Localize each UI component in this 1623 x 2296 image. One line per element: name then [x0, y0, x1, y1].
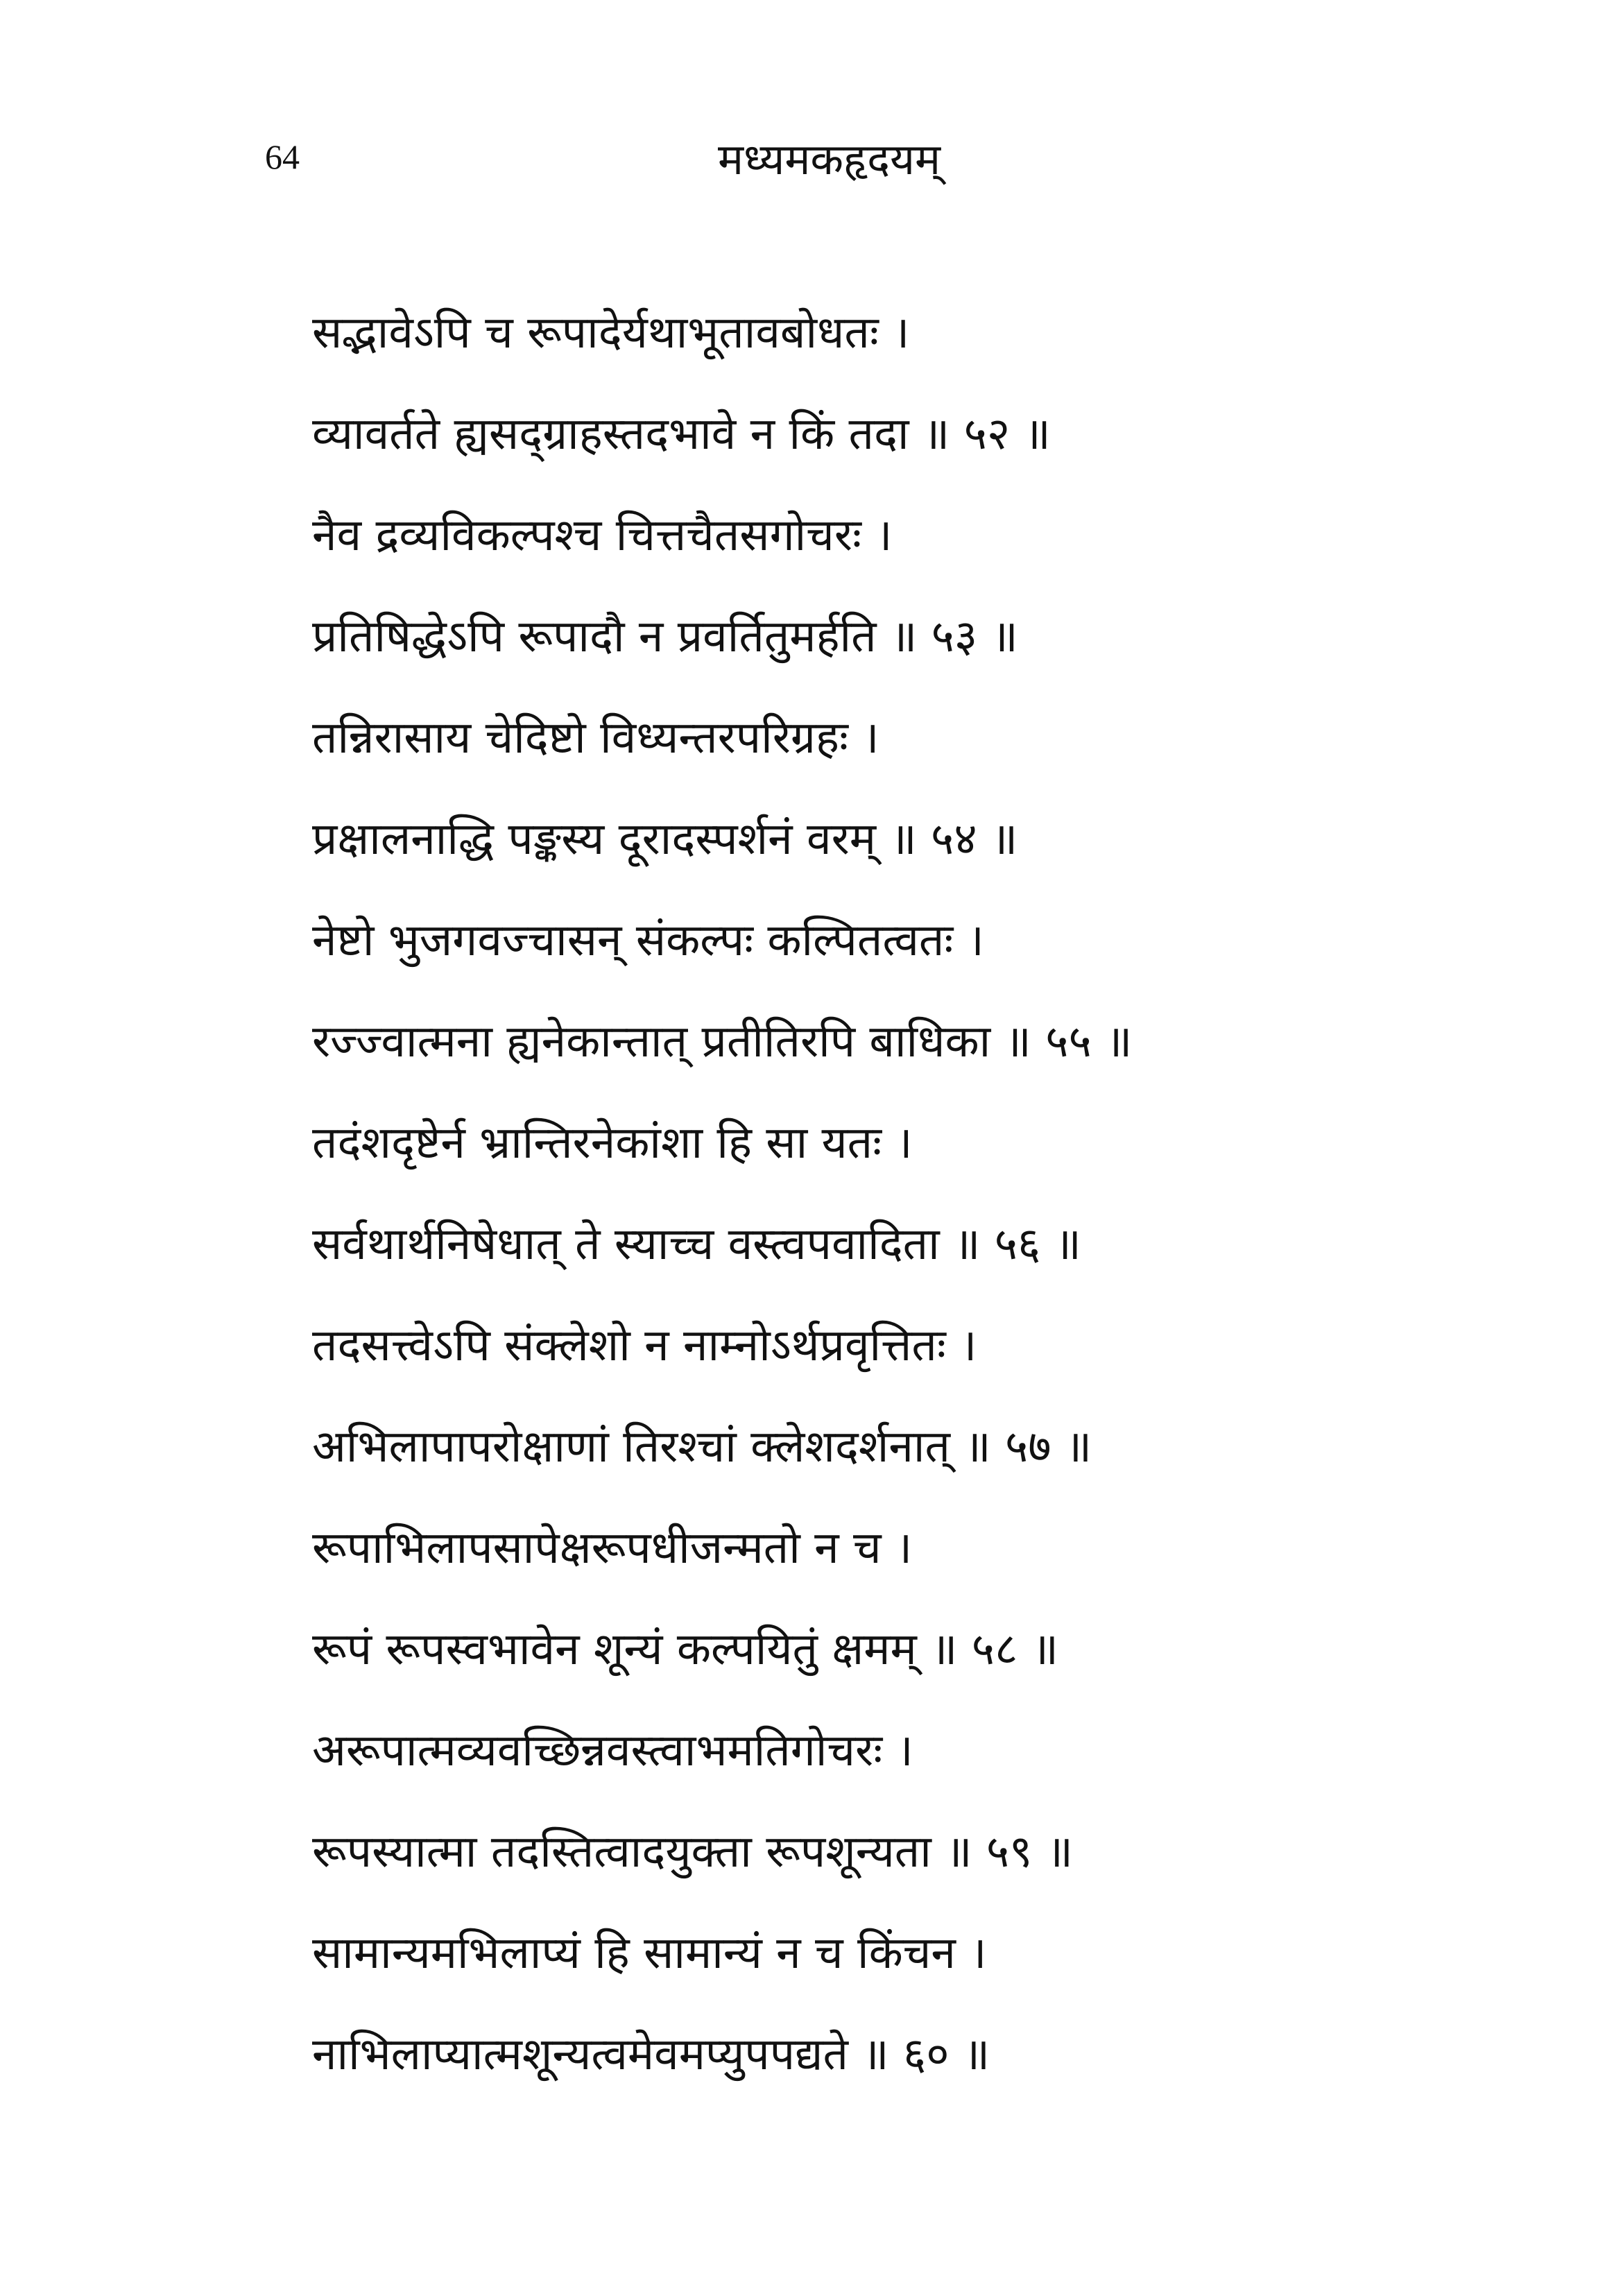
verse-53	[312, 497, 1602, 700]
verse-line: तदंशदृष्टेर्न भ्रान्तिरनेकांशा हि सा यतः ।	[312, 1117, 913, 1169]
verse-54	[312, 700, 1602, 902]
verse-line: रज्ज्वात्मना ह्यनेकान्तात् प्रतीतिरपि बाधिका ॥ ५५ ॥	[312, 1016, 1133, 1068]
verse-60	[312, 1915, 1602, 2118]
verse-block	[312, 295, 1602, 2118]
verse-line: रूपस्यात्मा तदस्तित्वादयुक्ता रूपशून्यता ॥ ५९ ॥	[312, 1826, 1074, 1878]
verse-line: सामान्यमभिलाप्यं हि सामान्यं न च किंचन ।	[312, 1928, 987, 1979]
verse-line: सद्भावेऽपि च रूपादेर्यथाभूतावबोधतः ।	[312, 307, 910, 359]
verse-56	[312, 1105, 1602, 1308]
verse-line: रूपाभिलापसापेक्षरूपधीजन्मतो न च ।	[312, 1523, 913, 1574]
verse-line: नैव द्रव्यविकल्पश्च चित्तचैतसगोचरः ।	[312, 510, 893, 561]
verse-line: अरूपात्मव्यवच्छिन्नवस्त्वाभमतिगोचरः ।	[312, 1725, 913, 1776]
verse-52	[312, 295, 1602, 497]
running-title: मध्यमकहृदयम्	[718, 134, 941, 185]
page-number: 64	[265, 137, 300, 176]
verse-line: अभिलापापरोक्षाणां तिरश्चां क्लेशदर्शनात् ॥ ५७ ॥	[312, 1421, 1092, 1473]
verse-line: व्यावर्तते ह्यसद्ग्राहस्तदभावे न किं तदा ॥ ५२ ॥	[312, 409, 1051, 460]
verse-line: नाभिलाप्यात्मशून्यत्वमेवमप्युपपद्यते ॥ ६० ॥	[312, 2029, 990, 2080]
verse-59	[312, 1713, 1602, 1915]
verse-55	[312, 902, 1602, 1105]
verse-line: नेष्टो भुजगवज्चासन् संकल्पः कल्पितत्वतः ।	[312, 915, 984, 966]
verse-line: तदसत्त्वेऽपि संक्लेशो न नाम्नोऽर्थप्रवृत्तितः ।	[312, 1320, 977, 1371]
verse-line: सर्वथार्थनिषेधात् ते स्याच्च वस्त्वपवादिता ॥ ५६ ॥	[312, 1219, 1082, 1270]
verse-58	[312, 1510, 1602, 1713]
verse-57	[312, 1308, 1602, 1510]
verse-line: रूपं रूपस्वभावेन शून्यं कल्पयितुं क्षमम् ॥ ५८ ॥	[312, 1624, 1059, 1675]
verse-line: प्रक्षालनाद्धि पङ्कस्य दूरादस्पर्शनं वरम् ॥ ५४ ॥	[312, 814, 1018, 865]
verse-line: प्रतिषिद्धेऽपि रूपादौ न प्रवर्तितुमर्हति ॥ ५३ ॥	[312, 611, 1018, 662]
verse-line: तन्निरासाय चेदिष्टो विध्यन्तरपरिग्रहः ।	[312, 712, 879, 764]
